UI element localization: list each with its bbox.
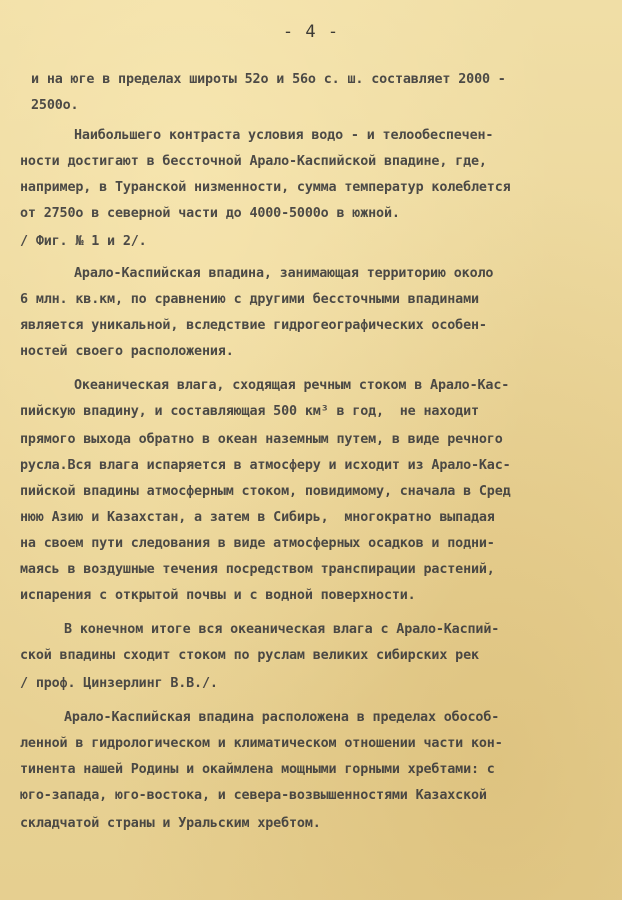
text-line: от 2750о в северной части до 4000-5000о в южной.: [20, 206, 400, 221]
text-line: является уникальной, вследствие гидрогеографических особен-: [20, 318, 487, 333]
text-line: тинента нашей Родины и окаймлена мощными горными хребтами: с: [20, 762, 495, 777]
text-line: пийской впадины атмосферным стоком, повидимому, сначала в Сред: [20, 484, 511, 499]
text-line: ской впадины сходит стоком по руслам великих сибирских рек: [20, 648, 479, 663]
text-line: 6 млн. кв.км, по сравнению с другими бессточными впадинами: [20, 292, 479, 307]
text-line: нюю Азию и Казахстан, а затем в Сибирь, многократно выпадая: [20, 510, 495, 525]
text-line: например, в Туранской низменности, сумма температур колеблется: [20, 180, 511, 195]
text-line: ности достигают в бессточной Арало-Каспийской впадине, где,: [20, 154, 487, 169]
paragraph-start-line: Арало-Каспийская впадина расположена в пределах обособ-: [64, 710, 500, 725]
text-line: маясь в воздушные течения посредством транспирации растений,: [20, 562, 495, 577]
text-line: складчатой страны и Уральским хребтом.: [20, 816, 321, 831]
text-line: / Фиг. № 1 и 2/.: [20, 234, 147, 249]
paragraph-start-line: В конечном итоге вся океаническая влага с Арало-Каспий-: [64, 622, 500, 637]
text-line: ностей своего расположения.: [20, 344, 234, 359]
paragraph-start-line: Океаническая влага, сходящая речным стоком в Арало-Кас-: [74, 378, 510, 393]
text-line: испарения с открытой почвы и с водной поверхности.: [20, 588, 416, 603]
text-line: русла.Вся влага испаряется в атмосферу и исходит из Арало-Кас-: [20, 458, 511, 473]
text-line: юго-запада, юго-востока, и севера-возвышенностями Казахской: [20, 788, 487, 803]
page-number: - 4 -: [282, 22, 340, 42]
paragraph-start-line: Арало-Каспийская впадина, занимающая территорию около: [74, 266, 494, 281]
text-line: / проф. Цинзерлинг В.В./.: [20, 676, 218, 691]
paragraph-start-line: Наибольшего контраста условия водо - и телообеспечен-: [74, 128, 494, 143]
text-line: и на юге в пределах широты 52о и 56о с. ш. составляет 2000 -: [31, 72, 506, 87]
text-line: пийскую впадину, и составляющая 500 км³ в год, не находит: [20, 404, 479, 419]
text-line: прямого выхода обратно в океан наземным путем, в виде речного: [20, 432, 503, 447]
text-line: ленной в гидрологическом и климатическом отношении части кон-: [20, 736, 503, 751]
text-line: 2500о.: [31, 98, 79, 113]
text-line: на своем пути следования в виде атмосферных осадков и подни-: [20, 536, 495, 551]
